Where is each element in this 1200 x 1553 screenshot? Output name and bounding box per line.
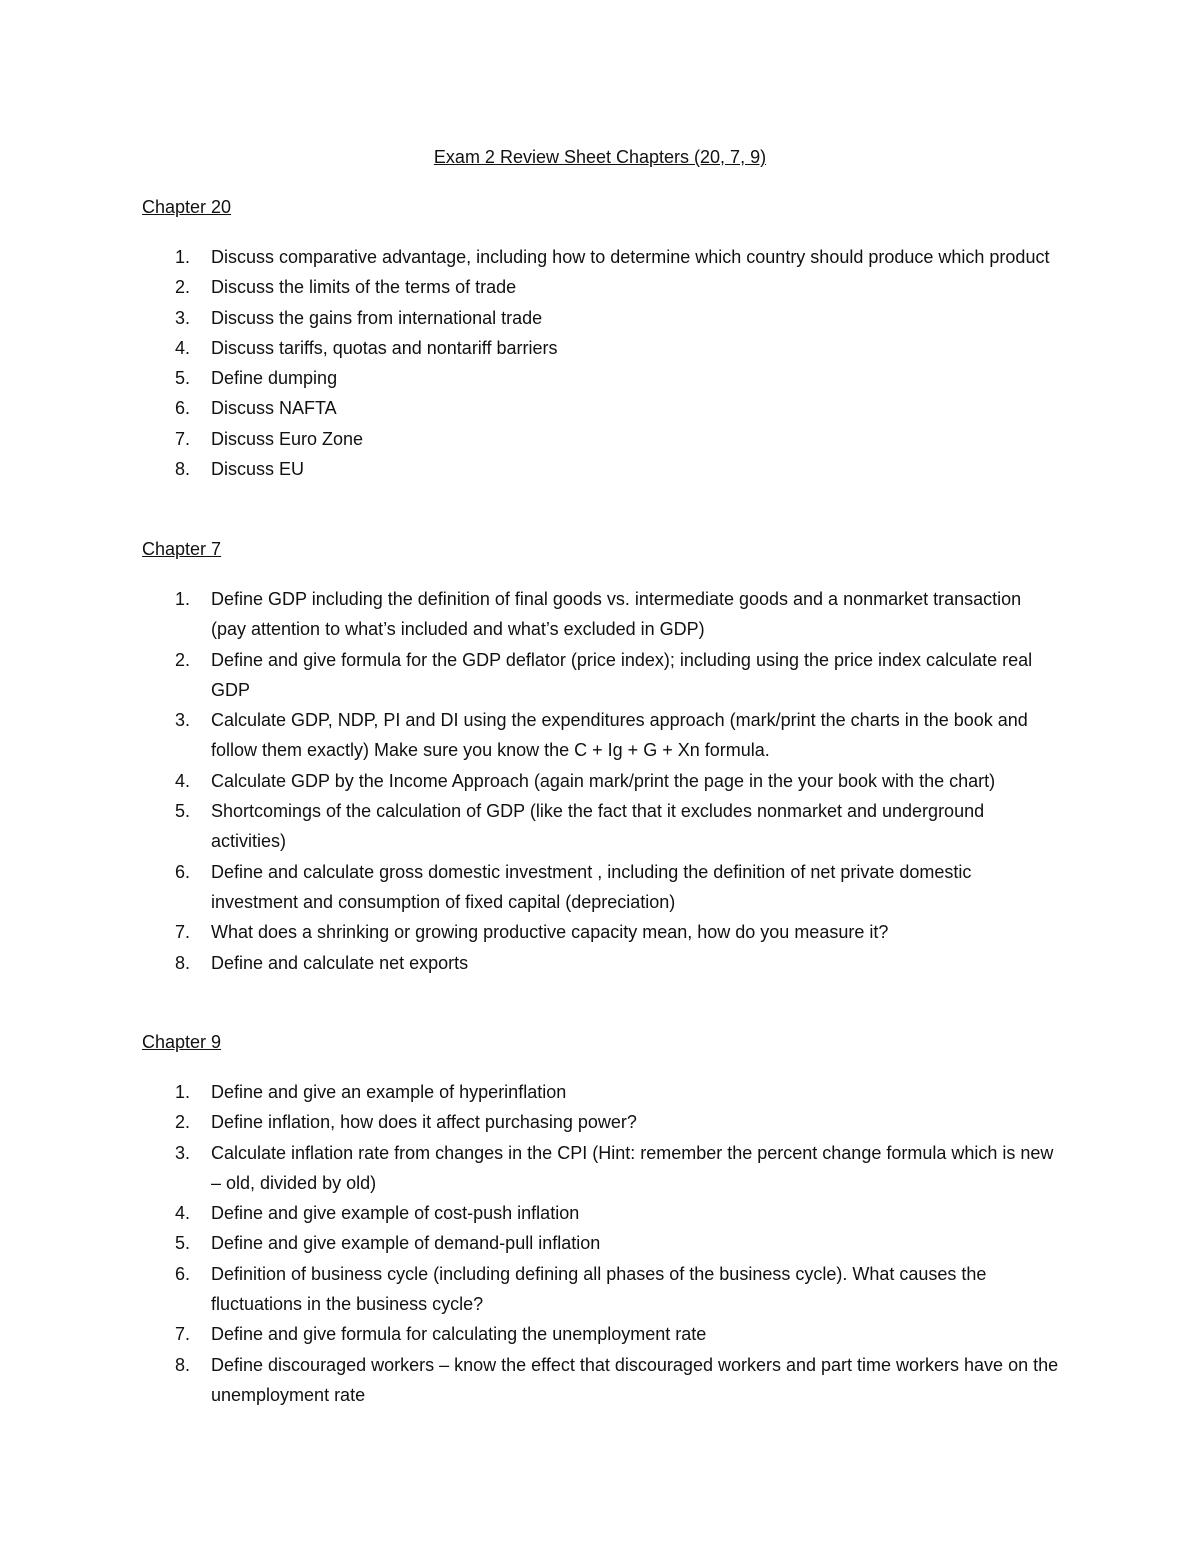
item-number: 3. (175, 307, 191, 328)
chapter-9-heading: Chapter 9 (142, 1032, 222, 1052)
list-item (0, 1107, 1061, 1137)
list-item (0, 1077, 1061, 1107)
item-number: 5. (175, 1233, 191, 1254)
item-number: 2. (175, 1112, 191, 1133)
chapter-7-list (0, 584, 1061, 978)
item-number: 4. (175, 337, 191, 358)
item-number: 3. (175, 710, 191, 731)
item-text: Discuss Euro Zone (211, 428, 364, 449)
item-text: Define and give example of cost-push inflation (211, 1203, 580, 1224)
chapter-20-heading: Chapter 20 (142, 197, 232, 217)
page-title: Exam 2 Review Sheet Chapters (20, 7, 9) (433, 147, 767, 167)
item-text: Define dumping (211, 368, 338, 389)
item-text: Discuss the gains from international trade (211, 307, 543, 328)
item-number: 8. (175, 459, 191, 480)
list-item (0, 1138, 1061, 1199)
list-item (0, 645, 1061, 706)
item-text: Define and give formula for the GDP deflator (price index); including using the price index calculate real GDP (211, 649, 1033, 700)
item-text: Define and give an example of hyperinflation (211, 1082, 567, 1102)
item-text: Define and give example of demand-pull inflation (211, 1233, 601, 1254)
item-number: 8. (175, 952, 191, 973)
item-number: 1. (175, 589, 191, 609)
item-text: Discuss tariffs, quotas and nontariff barriers (211, 337, 558, 358)
list-item (0, 796, 1061, 857)
chapter-9-list (0, 1077, 1061, 1410)
item-text: Define GDP including the definition of final goods vs. intermediate goods and a nonmarket transaction (pay attention to what’s included and what’s excluded in GDP) (211, 589, 1022, 640)
list-item (0, 948, 1061, 978)
list-item (0, 272, 1061, 302)
item-number: 8. (175, 1354, 191, 1375)
list-item (0, 393, 1061, 423)
item-text: Define and give formula for calculating the unemployment rate (211, 1324, 707, 1345)
list-item (0, 1259, 1061, 1320)
list-item (0, 1228, 1061, 1258)
chapter-7-heading: Chapter 7 (142, 539, 222, 559)
list-item (0, 454, 1061, 484)
item-text: Discuss EU (211, 459, 305, 480)
list-item (0, 584, 1061, 645)
list-item (0, 917, 1061, 947)
item-text: Discuss NAFTA (211, 398, 337, 419)
item-text: Calculate GDP, NDP, PI and DI using the expenditures approach (mark/print the charts in the book and follow them exactly) Make sure you know the C + Ig + G + Xn formula. (211, 710, 1028, 761)
list-item (0, 333, 1061, 363)
item-number: 4. (175, 1203, 191, 1224)
item-number: 7. (175, 1324, 191, 1345)
item-number: 6. (175, 1263, 191, 1284)
item-text: Definition of business cycle (including defining all phases of the business cycle). What causes the fluctuations in the business cycle? (211, 1263, 987, 1315)
list-item (0, 303, 1061, 333)
list-item (0, 766, 1061, 796)
item-number: 1. (175, 247, 191, 267)
item-text: Define and calculate net exports (211, 952, 469, 973)
list-item (0, 1350, 1061, 1411)
item-number: 6. (175, 398, 191, 419)
list-item (0, 857, 1061, 918)
item-text: Define discouraged workers – know the effect that discouraged workers and part time workers have on the unemployment rate (211, 1354, 1059, 1405)
list-item (0, 424, 1061, 454)
item-text: Discuss comparative advantage, including how to determine which country should produce which product (211, 247, 1050, 267)
list-item (0, 705, 1061, 766)
list-item (0, 363, 1061, 393)
item-number: 7. (175, 922, 191, 943)
item-number: 2. (175, 277, 191, 298)
chapter-20-list (0, 242, 1061, 484)
item-text: Define inflation, how does it affect purchasing power? (211, 1112, 637, 1133)
item-number: 7. (175, 428, 191, 449)
item-text: Shortcomings of the calculation of GDP (like the fact that it excludes nonmarket and underground activities) (211, 801, 985, 852)
item-number: 5. (175, 368, 191, 389)
item-text: Calculate inflation rate from changes in the CPI (Hint: remember the percent change formula which is new – old, divided by old) (211, 1142, 1054, 1193)
item-number: 4. (175, 770, 191, 791)
item-number: 2. (175, 649, 191, 670)
list-item (0, 1319, 1061, 1349)
list-item (0, 242, 1061, 272)
item-text: Discuss the limits of the terms of trade (211, 277, 517, 298)
item-number: 6. (175, 861, 191, 882)
item-text: Define and calculate gross domestic investment , including the definition of net private domestic investment and consumption of fixed capital (depreciation) (211, 861, 972, 912)
list-item (0, 1198, 1061, 1228)
item-text: Calculate GDP by the Income Approach (again mark/print the page in the your book with the chart) (211, 770, 996, 791)
item-number: 3. (175, 1142, 191, 1163)
item-number: 1. (175, 1082, 191, 1102)
item-text: What does a shrinking or growing productive capacity mean, how do you measure it? (211, 922, 889, 943)
item-number: 5. (175, 801, 191, 822)
